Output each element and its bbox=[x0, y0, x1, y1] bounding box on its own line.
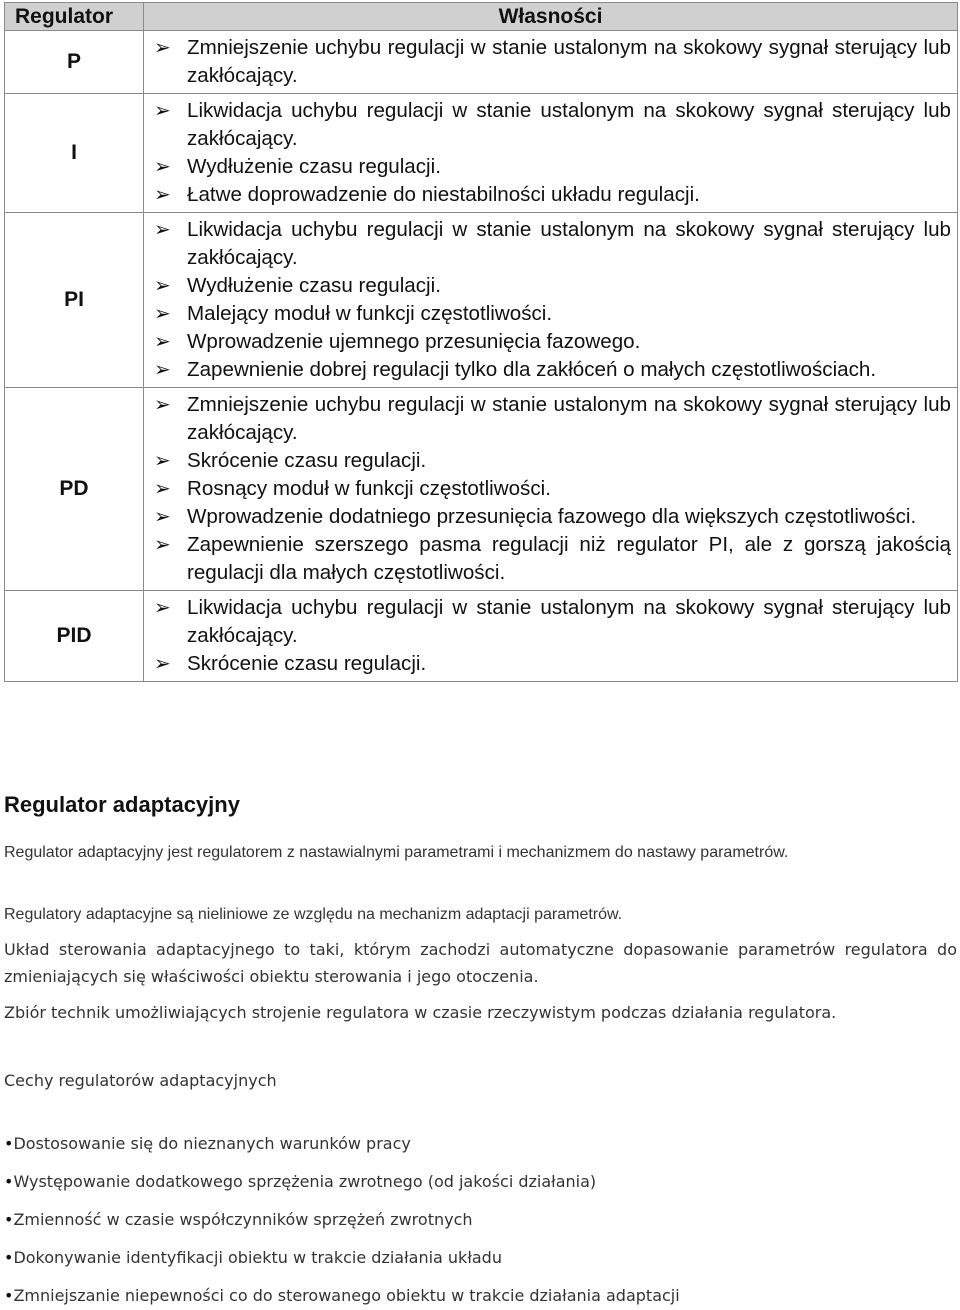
list-item bbox=[150, 447, 951, 475]
property-text: Likwidacja uchybu regulacji w stanie ustalonym na skokowy sygnał sterujący lub zakłócający. bbox=[187, 596, 951, 647]
list-item bbox=[150, 356, 951, 384]
paragraph-definition: Regulator adaptacyjny jest regulatorem z nastawialnymi parametrami i mechanizmem do nastawy parametrów. bbox=[4, 844, 789, 861]
table-row bbox=[5, 591, 958, 682]
regulator-name: PID bbox=[5, 591, 144, 682]
list-item bbox=[4, 1248, 502, 1267]
property-text: Likwidacja uchybu regulacji w stanie ustalonym na skokowy sygnał sterujący lub zakłócający. bbox=[187, 99, 951, 150]
property-text: Wprowadzenie dodatniego przesunięcia fazowego dla większych częstotliwości. bbox=[187, 505, 917, 528]
property-text: Likwidacja uchybu regulacji w stanie ustalonym na skokowy sygnał sterujący lub zakłócający. bbox=[187, 218, 951, 269]
bullet-icon: • bbox=[4, 1286, 14, 1305]
arrowhead-bullet-icon: ➢ bbox=[154, 450, 171, 472]
property-text: Zmniejszenie uchybu regulacji w stanie ustalonym na skokowy sygnał sterujący lub zakłócający. bbox=[187, 393, 951, 444]
list-item bbox=[150, 650, 951, 678]
arrowhead-bullet-icon: ➢ bbox=[154, 156, 171, 178]
properties-cell bbox=[144, 388, 958, 591]
bullet-icon: • bbox=[4, 1134, 14, 1153]
list-item bbox=[150, 216, 951, 272]
list-item bbox=[150, 391, 951, 447]
property-text: Skrócenie czasu regulacji. bbox=[187, 449, 427, 472]
arrowhead-bullet-icon: ➢ bbox=[154, 275, 171, 297]
list-item bbox=[150, 531, 951, 587]
table-row bbox=[5, 94, 958, 213]
arrowhead-bullet-icon: ➢ bbox=[154, 303, 171, 325]
paragraph-nonlinearity: Regulatory adaptacyjne są nieliniowe ze względu na mechanizm adaptacji parametrów. bbox=[4, 906, 623, 923]
properties-cell bbox=[144, 94, 958, 213]
regulator-name: I bbox=[5, 94, 144, 213]
arrowhead-bullet-icon: ➢ bbox=[154, 219, 171, 241]
property-text: Rosnący moduł w funkcji częstotliwości. bbox=[187, 477, 551, 500]
feature-text: Zmienność w czasie współczynników sprzężeń zwrotnych bbox=[13, 1210, 473, 1229]
property-text: Zapewnienie dobrej regulacji tylko dla zakłóceń o małych częstotliwościach. bbox=[187, 358, 877, 381]
list-item bbox=[4, 1286, 680, 1305]
property-text: Wprowadzenie ujemnego przesunięcia fazowego. bbox=[187, 330, 641, 353]
properties-cell bbox=[144, 591, 958, 682]
arrowhead-bullet-icon: ➢ bbox=[154, 394, 171, 416]
arrowhead-bullet-icon: ➢ bbox=[154, 534, 171, 556]
properties-cell bbox=[144, 213, 958, 388]
table-header-row bbox=[5, 3, 958, 31]
list-item bbox=[150, 181, 951, 209]
list-item bbox=[150, 34, 951, 90]
arrowhead-bullet-icon: ➢ bbox=[154, 597, 171, 619]
feature-text: Dokonywanie identyfikacji obiektu w trakcie działania układu bbox=[13, 1248, 502, 1267]
list-item bbox=[150, 328, 951, 356]
header-properties: Własności bbox=[144, 3, 958, 31]
features-heading: Cechy regulatorów adaptacyjnych bbox=[4, 1071, 277, 1090]
paragraph-adaptive-system: Układ sterowania adaptacyjnego to taki, którym zachodzi automatyczne dopasowanie parametrów regulatora do zmieniających się właściwości obiektu sterowania i jego otoczenia. bbox=[4, 940, 957, 986]
feature-text: Dostosowanie się do nieznanych warunków pracy bbox=[13, 1134, 411, 1153]
bullet-icon: • bbox=[4, 1248, 14, 1267]
bullet-icon: • bbox=[4, 1210, 14, 1229]
property-text: Zapewnienie szerszego pasma regulacji niż regulator PI, ale z gorszą jakością regulacji dla małych częstotliwości. bbox=[187, 533, 951, 584]
arrowhead-bullet-icon: ➢ bbox=[154, 37, 171, 59]
arrowhead-bullet-icon: ➢ bbox=[154, 653, 171, 675]
property-text: Wydłużenie czasu regulacji. bbox=[187, 155, 441, 178]
property-text: Łatwe doprowadzenie do niestabilności układu regulacji. bbox=[187, 183, 700, 206]
header-regulator: Regulator bbox=[5, 3, 144, 31]
list-item bbox=[150, 272, 951, 300]
list-item bbox=[150, 475, 951, 503]
property-text: Zmniejszenie uchybu regulacji w stanie ustalonym na skokowy sygnał sterujący lub zakłócający. bbox=[187, 36, 951, 87]
properties-cell bbox=[144, 31, 958, 94]
list-item bbox=[4, 1210, 473, 1229]
property-text: Malejący moduł w funkcji częstotliwości. bbox=[187, 302, 553, 325]
table-row bbox=[5, 213, 958, 388]
arrowhead-bullet-icon: ➢ bbox=[154, 478, 171, 500]
arrowhead-bullet-icon: ➢ bbox=[154, 184, 171, 206]
property-text: Skrócenie czasu regulacji. bbox=[187, 652, 427, 675]
arrowhead-bullet-icon: ➢ bbox=[154, 506, 171, 528]
bullet-icon: • bbox=[4, 1172, 14, 1191]
list-item bbox=[150, 503, 951, 531]
list-item bbox=[150, 153, 951, 181]
list-item bbox=[4, 1172, 596, 1191]
regulator-properties-table bbox=[4, 2, 958, 682]
feature-text: Występowanie dodatkowego sprzężenia zwrotnego (od jakości działania) bbox=[13, 1172, 597, 1191]
property-text: Wydłużenie czasu regulacji. bbox=[187, 274, 441, 297]
table-row bbox=[5, 388, 958, 591]
arrowhead-bullet-icon: ➢ bbox=[154, 359, 171, 381]
paragraph-techniques: Zbiór technik umożliwiających strojenie regulatora w czasie rzeczywistym podczas działania regulatora. bbox=[4, 1003, 837, 1022]
list-item bbox=[4, 1134, 411, 1153]
table-row bbox=[5, 31, 958, 94]
arrowhead-bullet-icon: ➢ bbox=[154, 100, 171, 122]
feature-text: Zmniejszanie niepewności co do sterowanego obiektu w trakcie działania adaptacji bbox=[13, 1286, 680, 1305]
regulator-name: P bbox=[5, 31, 144, 94]
list-item bbox=[150, 594, 951, 650]
regulator-name: PI bbox=[5, 213, 144, 388]
section-title: Regulator adaptacyjny bbox=[4, 792, 240, 817]
list-item bbox=[150, 97, 951, 153]
arrowhead-bullet-icon: ➢ bbox=[154, 331, 171, 353]
regulator-name: PD bbox=[5, 388, 144, 591]
list-item bbox=[150, 300, 951, 328]
